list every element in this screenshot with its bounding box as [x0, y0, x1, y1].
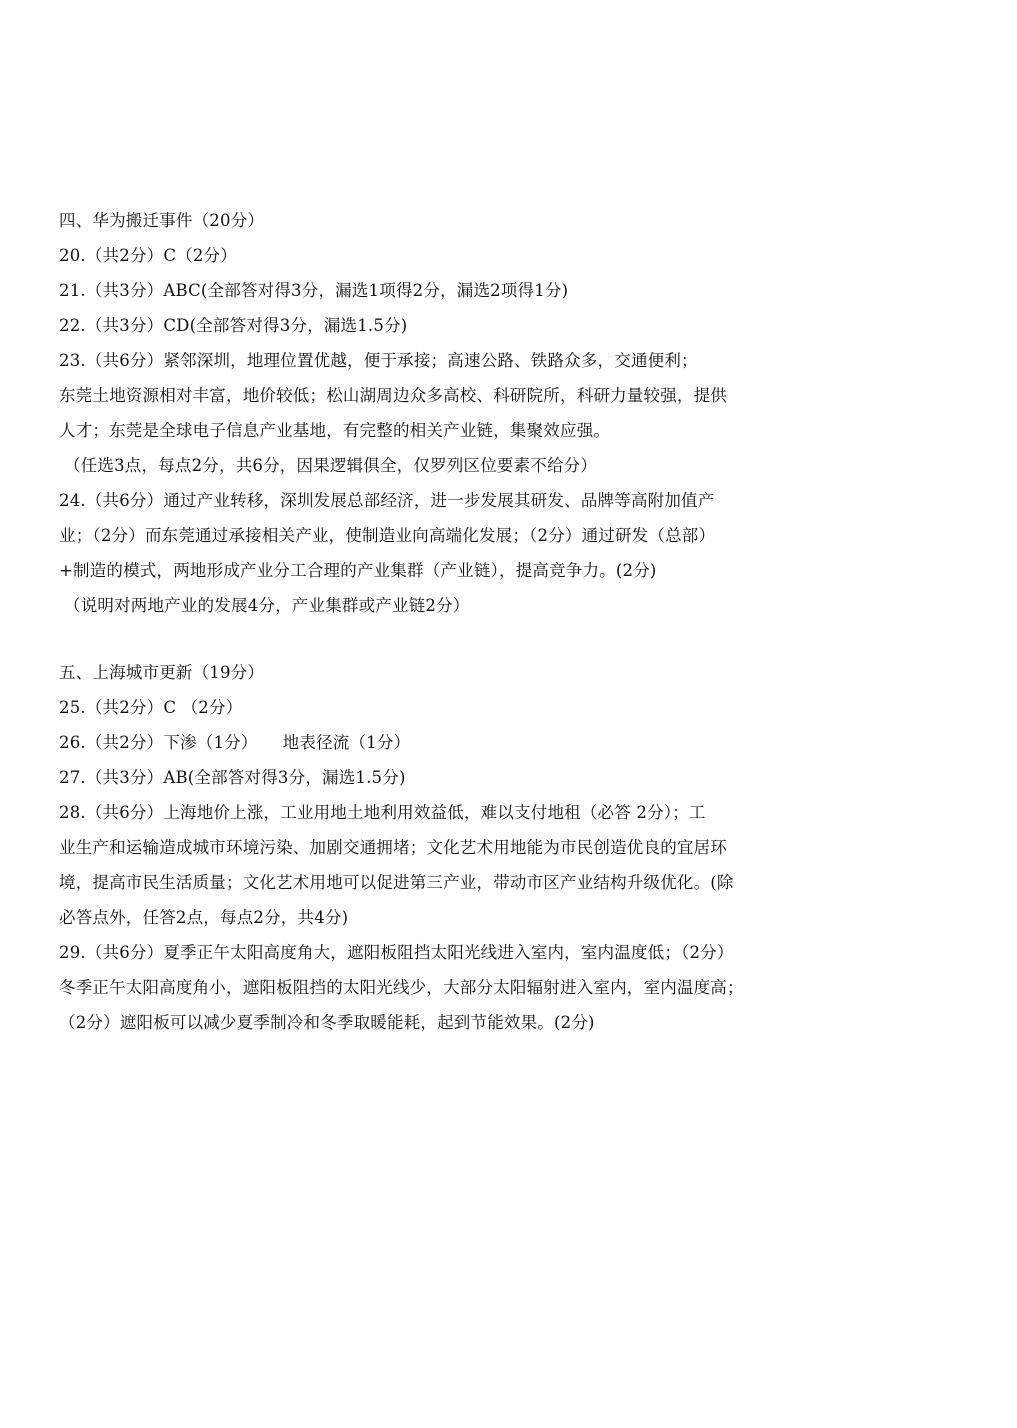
section-heading-shanghai: 五、上海城市更新（19分）	[59, 663, 265, 682]
answer-24-line-3: +制造的模式，两地形成产业分工合理的产业集群（产业链），提高竞争力。(2分)	[59, 561, 657, 580]
answer-24-line-1: 24.（共6分）通过产业转移，深圳发展总部经济，进一步发展其研发、品牌等高附加值产	[59, 491, 715, 510]
answer-21: 21.（共3分）ABC(全部答对得3分，漏选1项得2分，漏选2项得1分)	[59, 281, 569, 300]
answer-24-line-2: 业；（2分）而东莞通过承接相关产业，使制造业向高端化发展；（2分）通过研发（总部）	[59, 526, 716, 545]
answer-29-line-3: （2分）遮阳板可以减少夏季制冷和冬季取暖能耗，起到节能效果。(2分)	[59, 1013, 595, 1032]
answer-content	[59, 203, 779, 1040]
answer-23-line-2: 东莞土地资源相对丰富，地价较低；松山湖周边众多高校、科研院所，科研力量较强，提供	[59, 386, 727, 405]
answer-22: 22.（共3分）CD(全部答对得3分，漏选1.5分)	[59, 316, 408, 335]
section-heading-huawei: 四、华为搬迁事件（20分）	[59, 211, 265, 230]
section-divider	[59, 623, 779, 655]
answer-25: 25.（共2分）C （2分）	[59, 698, 243, 717]
answer-28-line-3: 境，提高市民生活质量；文化艺术用地可以促进第三产业，带动市区产业结构升级优化。(除	[59, 873, 734, 892]
answer-23-line-1: 23.（共6分）紧邻深圳，地理位置优越，便于承接；高速公路、铁路众多，交通便利；	[59, 351, 698, 370]
answer-27: 27.（共3分）AB(全部答对得3分，漏选1.5分)	[59, 768, 406, 787]
answer-20: 20.（共2分）C（2分）	[59, 246, 237, 265]
answer-23-line-3: 人才；东莞是全球电子信息产业基地，有完整的相关产业链，集聚效应强。	[59, 421, 611, 440]
answer-29-line-2: 冬季正午太阳高度角小，遮阳板阻挡的太阳光线少，大部分太阳辐射进入室内，室内温度高；	[59, 978, 744, 997]
answer-23-note: （任选3点，每点2分，共6分，因果逻辑俱全，仅罗列区位要素不给分）	[64, 456, 598, 475]
answer-24-note: （说明对两地产业的发展4分，产业集群或产业链2分）	[64, 596, 470, 615]
answer-28-line-4: 必答点外，任答2点，每点2分，共4分)	[59, 908, 349, 927]
answer-29-line-1: 29.（共6分）夏季正午太阳高度角大，遮阳板阻挡太阳光线进入室内，室内温度低；（2分）	[59, 943, 734, 962]
answer-28-line-2: 业生产和运输造成城市环境污染、加剧交通拥堵；文化艺术用地能为市民创造优良的宜居环	[59, 838, 727, 857]
answer-26: 26.（共2分）下渗（1分） 地表径流（1分）	[59, 733, 411, 752]
answer-28-line-1: 28.（共6分）上海地价上涨，工业用地土地利用效益低，难以支付地租（必答 2分）；工	[59, 803, 706, 822]
